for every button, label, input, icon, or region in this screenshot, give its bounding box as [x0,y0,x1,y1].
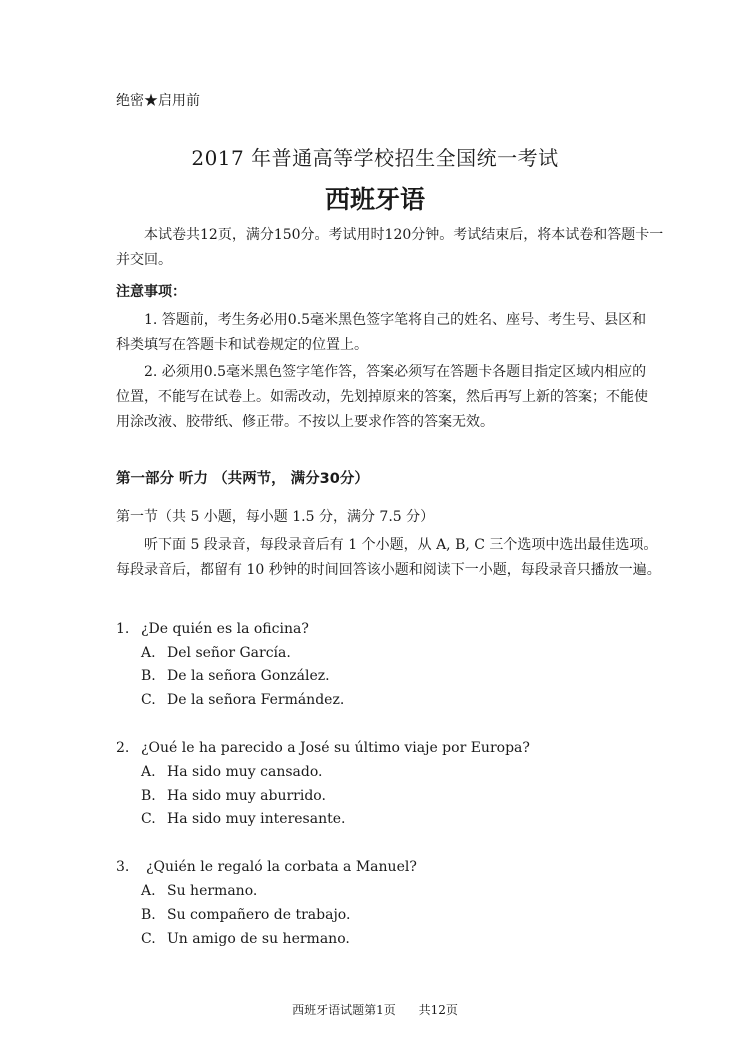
question-1-option-b-letter: B. [141,668,156,684]
intro-line-2: 并交回。 [116,252,172,268]
instruction-line-1: 听下面 5 段录音，每段录音后有 1 个小题，从 A, B, C 三个选项中选出最佳选项。 [144,537,658,553]
question-1-number: 1. [116,621,130,637]
question-1-option-c-letter: C. [141,692,156,708]
question-2-option-b-letter: B. [141,788,156,804]
question-3-option-a-text: Su hermano. [167,883,258,899]
question-1-option-a-letter: A. [141,645,156,661]
question-3-number: 3. [116,859,130,875]
question-3-option-c-letter: C. [141,931,156,947]
question-1-option-c-text: De la señora Fermández. [167,692,345,708]
instruction-line-2: 每段录音后，都留有 10 秒钟的时间回答该小题和阅读下一小题，每段录音只播放一遍。 [116,562,661,578]
intro-line-1: 本试卷共12页，满分150分。考试用时120分钟。考试结束后，将本试卷和答题卡一 [144,227,664,243]
notice-item-1-line-1: 1. 答题前，考生务必用0.5毫米黑色签字笔将自己的姓名、座号、考生号、县区和 [144,312,647,328]
notice-item-1-line-2: 科类填写在答题卡和试卷规定的位置上。 [116,337,368,353]
question-3-text: ¿Quién le regaló la corbata a Manuel? [146,859,417,875]
notice-item-2-line-3: 用涂改液、胶带纸、修正带。不按以上要求作答的答案无效。 [116,414,494,430]
question-2-option-c-text: Ha sido muy interesante. [167,811,346,827]
question-2-option-b-text: Ha sido muy aburrido. [167,788,326,804]
subject-title: 西班牙语 [324,185,425,214]
question-2-option-a-text: Ha sido muy cansado. [167,764,323,780]
question-3-option-c-text: Un amigo de su hermano. [167,931,350,947]
question-3-option-a-letter: A. [141,883,156,899]
part1-heading: 第一部分 听力 （共两节， 满分30分） [116,471,369,487]
page-footer: 西班牙语试题第1页 共12页 [292,1003,458,1017]
question-2-option-a-letter: A. [141,764,156,780]
question-2-option-c-letter: C. [141,811,156,827]
question-1-option-b-text: De la señora González. [167,668,330,684]
secret-label: 绝密★启用前 [116,93,200,109]
question-2-number: 2. [116,740,130,756]
notice-item-2-line-1: 2. 必须用0.5毫米黑色签字笔作答，答案必须写在答题卡各题目指定区域内相应的 [144,364,647,380]
question-3-option-b-text: Su compañero de trabajo. [167,907,351,923]
notice-item-2-line-2: 位置，不能写在试卷上。如需改动，先划掉原来的答案，然后再写上新的答案；不能使 [116,389,648,405]
section1-heading: 第一节（共 5 小题，每小题 1.5 分，满分 7.5 分） [116,509,435,525]
notice-heading: 注意事项： [116,284,186,300]
exam-title: 2017 年普通高等学校招生全国统一考试 [191,146,559,170]
question-2-text: ¿Oué le ha parecido a José su último viaje por Europa? [141,740,530,756]
question-3-option-b-letter: B. [141,907,156,923]
question-1-option-a-text: Del señor García. [167,645,291,661]
question-1-text: ¿De quién es la oficina? [141,621,309,637]
